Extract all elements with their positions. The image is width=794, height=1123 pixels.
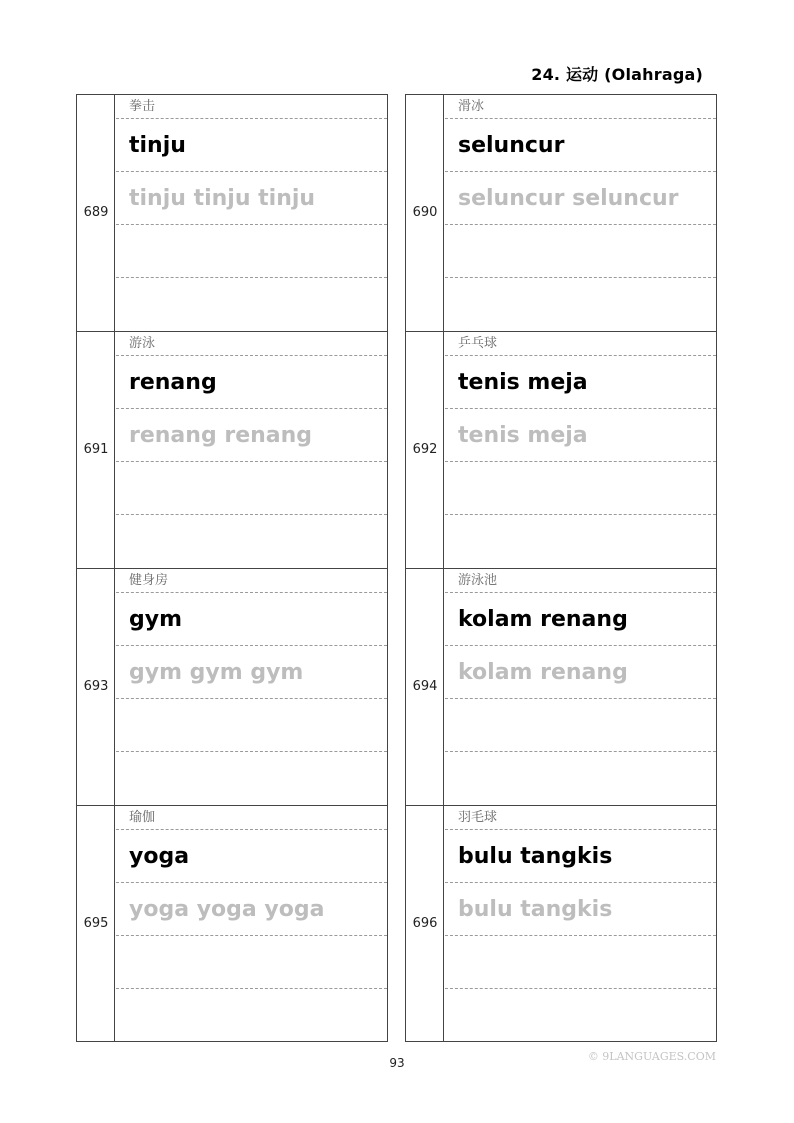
vocab-number: 693 bbox=[83, 679, 109, 694]
blank-practice-line bbox=[116, 278, 387, 331]
vocab-card bbox=[405, 568, 717, 805]
vocab-card bbox=[405, 805, 717, 1042]
vocab-card bbox=[76, 331, 388, 568]
vocab-hint: 健身房 bbox=[116, 569, 387, 593]
vocab-card bbox=[76, 568, 388, 805]
blank-practice-line bbox=[445, 225, 716, 278]
vocab-trace: yoga yoga yoga bbox=[116, 883, 387, 936]
vocab-trace: tenis meja bbox=[445, 409, 716, 462]
vocab-number: 691 bbox=[83, 442, 109, 457]
writing-lines bbox=[116, 332, 387, 568]
copyright-notice: © 9LANGUAGES.COM bbox=[587, 1050, 716, 1063]
writing-lines bbox=[116, 95, 387, 331]
vocab-word: tenis meja bbox=[445, 356, 716, 409]
vocab-trace: renang renang bbox=[116, 409, 387, 462]
blank-practice-line bbox=[116, 462, 387, 515]
vocab-word: yoga bbox=[116, 830, 387, 883]
number-column bbox=[77, 332, 115, 568]
blank-practice-line bbox=[445, 462, 716, 515]
vocab-trace: kolam renang bbox=[445, 646, 716, 699]
vocab-hint: 瑜伽 bbox=[116, 806, 387, 830]
writing-lines bbox=[445, 95, 716, 331]
blank-practice-line bbox=[116, 515, 387, 568]
blank-practice-line bbox=[445, 936, 716, 989]
vocab-word: tinju bbox=[116, 119, 387, 172]
vocab-word: gym bbox=[116, 593, 387, 646]
vocab-number: 692 bbox=[412, 442, 438, 457]
writing-lines bbox=[445, 569, 716, 805]
writing-lines bbox=[445, 806, 716, 1041]
writing-lines bbox=[116, 569, 387, 805]
blank-practice-line bbox=[116, 936, 387, 989]
number-column bbox=[406, 569, 444, 805]
vocab-hint: 羽毛球 bbox=[445, 806, 716, 830]
vocab-card bbox=[76, 94, 388, 331]
vocab-hint: 拳击 bbox=[116, 95, 387, 119]
vocab-word: seluncur bbox=[445, 119, 716, 172]
vocab-hint: 滑冰 bbox=[445, 95, 716, 119]
writing-lines bbox=[116, 806, 387, 1041]
vocab-number: 695 bbox=[83, 916, 109, 931]
number-column bbox=[406, 332, 444, 568]
vocab-number: 694 bbox=[412, 679, 438, 694]
page-title: 24. 运动 (Olahraga) bbox=[531, 65, 703, 84]
vocab-hint: 游泳 bbox=[116, 332, 387, 356]
page-number: 93 bbox=[389, 1056, 405, 1070]
vocab-word: renang bbox=[116, 356, 387, 409]
blank-practice-line bbox=[445, 699, 716, 752]
vocab-trace: tinju tinju tinju bbox=[116, 172, 387, 225]
vocab-hint: 游泳池 bbox=[445, 569, 716, 593]
blank-practice-line bbox=[445, 515, 716, 568]
blank-practice-line bbox=[445, 989, 716, 1042]
writing-lines bbox=[445, 332, 716, 568]
vocab-word: bulu tangkis bbox=[445, 830, 716, 883]
number-column bbox=[77, 95, 115, 331]
number-column bbox=[77, 806, 115, 1041]
vocab-number: 696 bbox=[412, 916, 438, 931]
vocab-card bbox=[405, 94, 717, 331]
vocab-trace: gym gym gym bbox=[116, 646, 387, 699]
blank-practice-line bbox=[445, 752, 716, 805]
blank-practice-line bbox=[116, 989, 387, 1042]
number-column bbox=[77, 569, 115, 805]
vocab-trace: bulu tangkis bbox=[445, 883, 716, 936]
vocab-card bbox=[405, 331, 717, 568]
vocab-hint: 乒乓球 bbox=[445, 332, 716, 356]
blank-practice-line bbox=[445, 278, 716, 331]
vocab-card bbox=[76, 805, 388, 1042]
vocab-number: 690 bbox=[412, 205, 438, 220]
blank-practice-line bbox=[116, 752, 387, 805]
blank-practice-line bbox=[116, 225, 387, 278]
vocab-trace: seluncur seluncur bbox=[445, 172, 716, 225]
vocab-number: 689 bbox=[83, 205, 109, 220]
number-column bbox=[406, 95, 444, 331]
blank-practice-line bbox=[116, 699, 387, 752]
number-column bbox=[406, 806, 444, 1041]
vocab-word: kolam renang bbox=[445, 593, 716, 646]
